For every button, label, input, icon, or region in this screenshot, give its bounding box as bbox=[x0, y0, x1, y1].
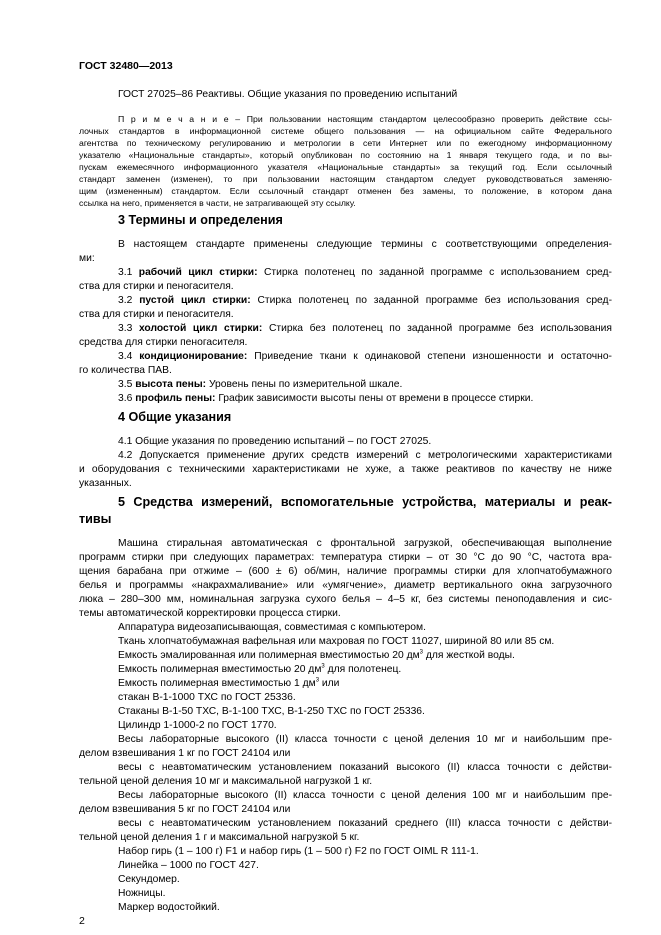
term-number: 3.3 bbox=[118, 323, 139, 334]
section-5-heading: 5 Средства измерений, вспомогательные устройства, материалы и реак- bbox=[118, 495, 612, 509]
term-3-5 bbox=[118, 378, 612, 391]
note-line: пускам ежемесячного информационного указателя «Национальные стандарты» за текущий год. Если ссылочный bbox=[79, 162, 612, 172]
term-number: 3.1 bbox=[118, 267, 139, 278]
equipment-item: Секундомер. bbox=[118, 874, 180, 885]
term-definition: Стирка полотенец по заданной программе без использования сред- bbox=[250, 295, 612, 306]
note-line: лочных стандартов в информационной системе общего пользования — на официальном сайте Федерального bbox=[79, 126, 612, 136]
page-number: 2 bbox=[79, 915, 85, 927]
equipment-item: делом взвешивания 5 кг по ГОСТ 24104 или bbox=[79, 804, 291, 815]
equipment-item: Стаканы В-1-50 ТХС, В-1-100 ТХС, В-1-250 ТХС по ГОСТ 25336. bbox=[118, 706, 425, 717]
equipment-item bbox=[118, 677, 612, 690]
equipment-item: тельной ценой деления 10 мг и максимальной нагрузкой 1 кг. bbox=[79, 776, 373, 787]
section-3-heading: 3 Термины и определения bbox=[118, 213, 283, 227]
document-code-header: ГОСТ 32480—2013 bbox=[79, 60, 173, 72]
term-name: пустой цикл стирки: bbox=[139, 295, 251, 306]
superscript: 3 bbox=[315, 677, 320, 684]
term-definition: Приведение ткани к одинаковой степени изношенности и остаточно- bbox=[247, 351, 612, 362]
superscript: 3 bbox=[419, 649, 424, 656]
equipment-item: Маркер водостойкий. bbox=[118, 902, 220, 913]
equipment-item: темы автоматической корректировки процесса стирки. bbox=[79, 608, 341, 619]
equipment-item: Линейка – 1000 по ГОСТ 427. bbox=[118, 860, 259, 871]
clause-4-2: 4.2 Допускается применение других средств измерений с метрологическими характеристиками bbox=[118, 450, 612, 461]
term-3-4 bbox=[118, 350, 612, 363]
term-3-3 bbox=[118, 322, 612, 335]
item-text: Емкость эмалированная или полимерная вместимостью 20 дм bbox=[118, 650, 420, 661]
equipment-item: Машина стиральная автоматическая с фронтальной загрузкой, обеспечивающая выполнение bbox=[118, 538, 612, 549]
item-text: или bbox=[319, 678, 340, 689]
item-text: для полотенец. bbox=[324, 664, 402, 675]
clause-4-1: 4.1 Общие указания по проведению испытаний – по ГОСТ 27025. bbox=[118, 436, 432, 447]
term-3-2-cont: ства для стирки и пеногасителя. bbox=[79, 309, 234, 320]
note-line: агентства по техническому регулированию и метрологии в сети Интернет или по ежегодному информационному bbox=[79, 138, 612, 148]
term-3-6 bbox=[118, 392, 612, 405]
note-line: указателю «Национальные стандарты», который опубликован по состоянию на 1 января текущего года, и по вы- bbox=[79, 150, 612, 160]
item-text: для жесткой воды. bbox=[423, 650, 515, 661]
equipment-item: программ стирки при следующих параметрах: температура стирки – от 30 °С до 90 °С, частота вра- bbox=[79, 552, 612, 563]
term-name: кондиционирование: bbox=[139, 351, 248, 362]
equipment-item: Набор гирь (1 – 100 г) F1 и набор гирь (1 – 500 г) F2 по ГОСТ OIML R 111-1. bbox=[118, 846, 479, 857]
term-definition: Стирка полотенец по заданной программе с использованием сред- bbox=[257, 267, 612, 278]
term-number: 3.4 bbox=[118, 351, 140, 362]
equipment-item: стакан В-1-1000 ТХС по ГОСТ 25336. bbox=[118, 692, 296, 703]
term-definition: Стирка без полотенец по заданной программе без использования bbox=[262, 323, 612, 334]
equipment-item: Весы лабораторные высокого (II) класса точности с ценой деления 10 мг и наибольшим пре- bbox=[118, 734, 612, 745]
section-3-intro: В настоящем стандарте применены следующие термины с соответствующими определения- bbox=[118, 239, 612, 250]
equipment-item: Ткань хлопчатобумажная вафельная или махровая по ГОСТ 11027, шириной 80 или 85 см. bbox=[118, 636, 555, 647]
section-5-heading-cont: тивы bbox=[79, 512, 112, 526]
equipment-item: щения барабана при отжиме – (600 ± 6) об/мин, наличие программы стирки для хлопчатобумажного bbox=[79, 566, 612, 577]
equipment-item: Весы лабораторные высокого (II) класса точности с ценой деления 100 мг и наибольшим пре- bbox=[118, 790, 612, 801]
note-line: ссылка на него, применяется в части, не затрагивающей эту ссылку. bbox=[79, 198, 356, 208]
term-3-1 bbox=[118, 266, 612, 279]
equipment-item: белья и программы «накрахмаливание» или «умягчение», диаметр вертикального окна загрузочного bbox=[79, 580, 612, 591]
section-4-heading: 4 Общие указания bbox=[118, 410, 232, 424]
reference-line: ГОСТ 27025–86 Реактивы. Общие указания по проведению испытаний bbox=[118, 89, 458, 100]
note-line: П р и м е ч а н и е – При пользовании настоящим стандартом целесообразно проверить действие ссы- bbox=[118, 114, 612, 124]
term-number: 3.6 bbox=[118, 393, 136, 404]
equipment-item bbox=[118, 663, 612, 676]
section-3-intro: ми: bbox=[79, 253, 95, 264]
term-3-3-cont: средства для стирки пеногасителя. bbox=[79, 337, 248, 348]
term-definition: График зависимости высоты пены от времени в процессе стирки. bbox=[215, 393, 534, 404]
term-definition: Уровень пены по измерительной шкале. bbox=[206, 379, 403, 390]
equipment-item: люка – 280–300 мм, номинальная загрузка сухого белья – 4–5 кг, без системы пеноподавления и сис- bbox=[79, 594, 612, 605]
equipment-item: делом взвешивания 1 кг по ГОСТ 24104 или bbox=[79, 748, 291, 759]
equipment-item: весы с неавтоматическим установлением показаний среднего (III) класса точности с действи- bbox=[118, 818, 612, 829]
equipment-item bbox=[118, 649, 612, 662]
equipment-item: тельной ценой деления 1 г и максимальной нагрузкой 5 кг. bbox=[79, 832, 360, 843]
term-name: холостой цикл стирки: bbox=[138, 323, 263, 334]
superscript: 3 bbox=[321, 663, 325, 670]
clause-4-2: и оборудования с техническими характеристиками не хуже, а также реактивов по качеству не ниже bbox=[79, 464, 612, 475]
item-text: Емкость полимерная вместимостью 1 дм bbox=[118, 678, 316, 689]
note-line: стандарт заменен (изменен), то при пользовании настоящим стандартом следует руководствоваться заменяю- bbox=[79, 174, 612, 184]
term-name: рабочий цикл стирки: bbox=[138, 267, 258, 278]
clause-4-2: указанных. bbox=[79, 478, 132, 489]
item-text: Емкость полимерная вместимостью 20 дм bbox=[118, 664, 322, 675]
term-3-4-cont: го количества ПАВ. bbox=[79, 365, 172, 376]
term-number: 3.5 bbox=[118, 379, 136, 390]
equipment-item: Ножницы. bbox=[118, 888, 166, 899]
equipment-item: Цилиндр 1-1000-2 по ГОСТ 1770. bbox=[118, 720, 277, 731]
term-number: 3.2 bbox=[118, 295, 140, 306]
equipment-item: Аппаратура видеозаписывающая, совместимая с компьютером. bbox=[118, 622, 426, 633]
term-name: высота пены: bbox=[135, 379, 207, 390]
term-name: профиль пены: bbox=[135, 393, 216, 404]
equipment-item: весы с неавтоматическим установлением показаний высокого (II) класса точности с действи- bbox=[118, 762, 612, 773]
term-3-2 bbox=[118, 294, 612, 307]
term-3-1-cont: ства для стирки и пеногасителя. bbox=[79, 281, 234, 292]
note-line: щим (измененным) стандартом. Если ссылочный стандарт отменен без замены, то положение, в котором дана bbox=[79, 186, 612, 196]
